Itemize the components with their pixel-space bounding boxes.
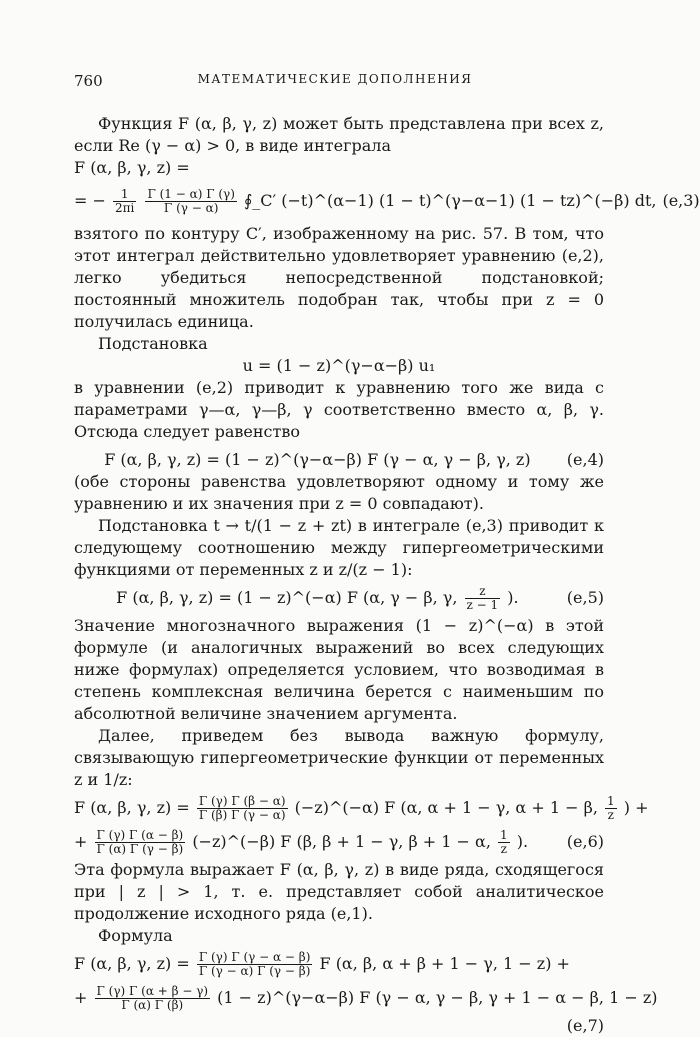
equation-substitution	[74, 355, 604, 377]
equation-text	[74, 795, 648, 822]
equation-e7-line2	[74, 981, 658, 1015]
fraction-numerator: Γ (γ) Γ (β − α)	[198, 793, 286, 808]
paragraph-7: Далее, приведем без вывода важную формулу, связывающую гипергеометрические функции от переменных z и 1/z:	[74, 726, 604, 789]
fraction-numerator: Γ (γ) Γ (γ − α − β)	[198, 949, 311, 964]
fraction-denominator: Γ (γ − α)	[163, 200, 219, 215]
equation-right: ).	[516, 831, 529, 851]
equation-right: F (α, β, α + β + 1 − γ, 1 − z) +	[319, 953, 570, 973]
equation-lead: = −	[74, 190, 106, 210]
paragraph-9-intro: Формула	[98, 926, 173, 945]
equation-e4	[74, 449, 604, 471]
fraction-denominator: Γ (α) Γ (β)	[121, 997, 184, 1012]
equation-number: (e,4)	[566, 450, 604, 469]
fraction-denominator: Γ (γ − α) Γ (γ − β)	[198, 963, 311, 978]
equation-text: F (α, β, γ, z) =	[74, 158, 190, 177]
fraction	[498, 829, 510, 856]
fraction	[95, 829, 186, 856]
equation-right: ) +	[623, 797, 649, 817]
paragraph-3-intro: Подстановка	[98, 334, 208, 353]
equation-mid: (−z)^(−α) F (α, α + 1 − γ, α + 1 − β,	[294, 797, 598, 817]
equation-text: u = (1 − z)^(γ−α−β) u₁	[242, 356, 436, 375]
fraction	[465, 585, 501, 612]
page-number: 760	[74, 72, 103, 90]
paragraph-2: взятого по контуру C′, изображенному на рис. 57. В том, что этот интеграл действительно удовлетворяет уравнению (e,2), легко убедиться непосредственной подстановкой; постоянный множитель подобран так, чтобы при z = 0 получилась единица.	[74, 224, 604, 331]
equation-text: F (α, β, γ, z) = (1 − z)^(γ−α−β) F (γ − α, γ − β, γ, z)	[104, 450, 531, 469]
equation-left: F (α, β, γ, z) =	[74, 797, 190, 817]
paragraph-3: в уравнении (e,2) приводит к уравнению того же вида с параметрами γ—α, γ—β, γ соответственно вместо α, β, γ. Отсюда следует равенство	[74, 378, 604, 441]
page-body	[74, 113, 700, 1037]
fraction	[145, 188, 236, 215]
fraction-numerator: Γ (γ) Γ (α − β)	[96, 827, 184, 842]
fraction-denominator: Γ (β) Γ (γ − α)	[198, 807, 286, 822]
equation-rest: ∮_C′ (−t)^(α−1) (1 − t)^(γ−α−1) (1 − tz)^(−β) dt,	[243, 190, 657, 210]
paragraph-5: Подстановка t → t/(1 − z + zt) в интеграле (e,3) приводит к следующему соотношению между гипергеометрическими функциями от переменных z и z/(z − 1):	[74, 516, 604, 579]
fraction-denominator: 2πi	[115, 200, 135, 215]
equation-number: (e,3)	[662, 191, 700, 210]
equation-number: (e,5)	[566, 588, 604, 607]
fraction-numerator: Γ (γ) Γ (α + β − γ)	[96, 983, 209, 998]
equation-lead: +	[74, 831, 88, 851]
fraction	[605, 795, 617, 822]
equation-lead: +	[74, 987, 88, 1007]
equation-e7-number-line	[74, 1015, 604, 1037]
equation-number: (e,6)	[566, 832, 604, 851]
equation-text	[74, 951, 604, 978]
fraction-numerator: 1	[607, 793, 615, 808]
fraction	[197, 795, 288, 822]
equation-e3-line2	[74, 179, 700, 223]
equation-e5	[74, 581, 604, 615]
equation-text	[74, 829, 561, 856]
fraction-numerator: Γ (1 − α) Γ (γ)	[147, 186, 235, 201]
fraction	[95, 985, 211, 1012]
running-title: МАТЕМАТИЧЕСКИЕ ДОПОЛНЕНИЯ	[197, 72, 473, 86]
fraction-denominator: z	[607, 807, 614, 822]
equation-text	[74, 985, 658, 1012]
equation-mid: (−z)^(−β) F (β, β + 1 − γ, β + 1 − α,	[192, 831, 491, 851]
equation-right: (1 − z)^(γ−α−β) F (γ − α, γ − β, γ + 1 − α − β, 1 − z)	[217, 987, 658, 1007]
fraction-denominator: z	[500, 841, 507, 856]
equation-left: F (α, β, γ, z) = (1 − z)^(−α) F (α, γ − β, γ,	[116, 587, 458, 607]
page-header	[74, 72, 596, 94]
fraction-denominator: z − 1	[466, 597, 499, 612]
paragraph-1: Функция F (α, β, γ, z) может быть представлена при всех z, если Re (γ − α) > 0, в виде интеграла	[74, 114, 604, 155]
equation-number: (e,7)	[566, 1016, 604, 1035]
fraction-numerator: z	[465, 585, 501, 599]
equation-text	[74, 188, 656, 215]
paragraph-6: Значение многозначного выражения (1 − z)^(−α) в этой формуле (и аналогичных выражений во всех следующих ниже формулах) определяется условием, что возводимая в степень комплексная величина берется с наименьшим по абсолютной величине значением аргумента.	[74, 616, 604, 723]
fraction	[113, 188, 136, 215]
equation-left: F (α, β, γ, z) =	[74, 953, 190, 973]
paragraph-8: Эта формула выражает F (α, β, γ, z) в виде ряда, сходящегося при | z | > 1, т. е. представляет собой аналитическое продолжение исходного ряда (e,1).	[74, 860, 604, 923]
equation-e7-line1	[74, 947, 604, 981]
fraction-numerator: 1	[500, 827, 508, 842]
equation-e6-line1	[74, 791, 649, 825]
paragraph-4: (обе стороны равенства удовлетворяют одному и тому же уравнению и их значения при z = 0 совпадают).	[74, 472, 604, 513]
equation-text	[74, 585, 561, 612]
fraction-numerator: 1	[113, 188, 136, 202]
equation-e6-line2	[74, 825, 604, 859]
fraction-denominator: Γ (α) Γ (γ − β)	[96, 841, 184, 856]
equation-right: ).	[507, 587, 519, 607]
equation-e3-line1	[74, 157, 604, 179]
fraction	[197, 951, 313, 978]
